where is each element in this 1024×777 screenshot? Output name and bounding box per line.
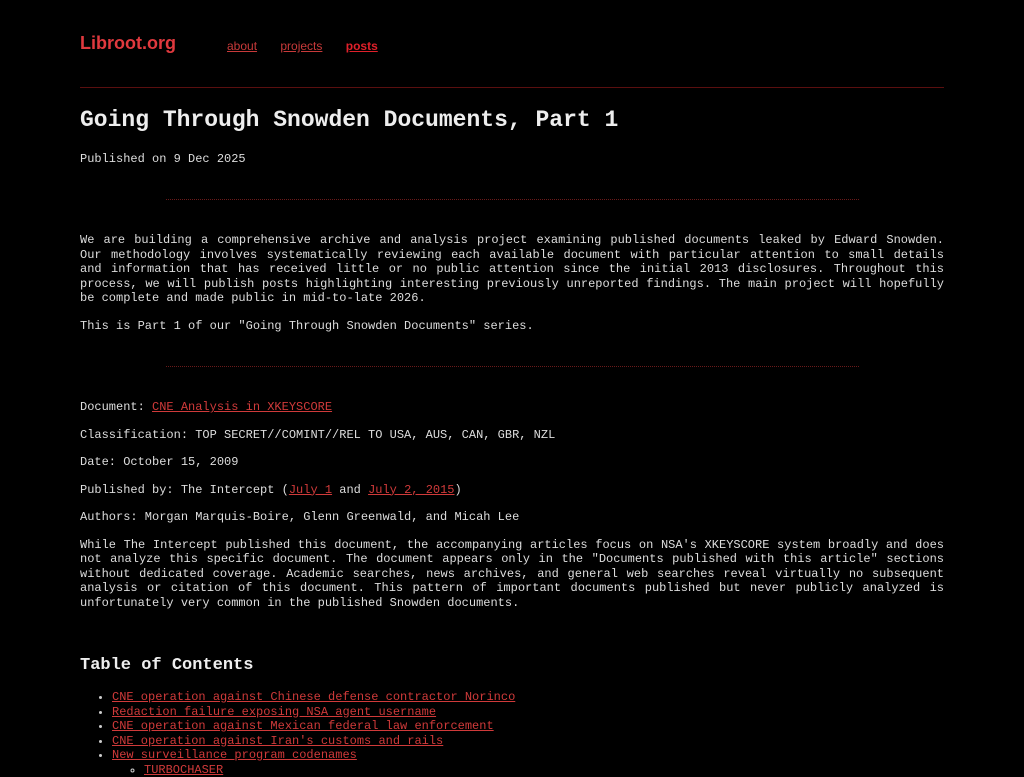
site-logo[interactable]: Libroot.org <box>80 33 176 54</box>
page <box>80 0 944 777</box>
and-text: and <box>332 483 368 497</box>
series-note: This is Part 1 of our "Going Through Snowden Documents" series. <box>80 319 944 334</box>
toc-link[interactable]: Redaction failure exposing NSA agent username <box>112 705 436 719</box>
toc-subitem <box>144 763 944 777</box>
toc-sublink[interactable]: TURBOCHASER <box>144 763 223 777</box>
toc-link[interactable]: New surveillance program codenames <box>112 748 357 762</box>
july1-link[interactable]: July 1 <box>289 483 332 497</box>
nav-about[interactable]: about <box>227 39 257 53</box>
document-label: Document: <box>80 400 152 414</box>
site-header <box>80 0 944 88</box>
toc-sublist <box>112 763 944 777</box>
divider <box>166 366 859 367</box>
toc-item <box>112 690 944 705</box>
page-title: Going Through Snowden Documents, Part 1 <box>80 106 944 134</box>
divider <box>166 199 859 200</box>
published-by-label: Published by: The Intercept ( <box>80 483 289 497</box>
document-link[interactable]: CNE Analysis in XKEYSCORE <box>152 400 332 414</box>
nav-projects[interactable]: projects <box>280 39 322 53</box>
publish-date: Published on 9 Dec 2025 <box>80 152 944 166</box>
published-by <box>80 483 944 498</box>
toc-link[interactable]: CNE operation against Mexican federal law enforcement <box>112 719 494 733</box>
toc-item <box>112 719 944 734</box>
classification: Classification: TOP SECRET//COMINT//REL TO USA, AUS, CAN, GBR, NZL <box>80 428 944 443</box>
toc-heading: Table of Contents <box>80 656 944 676</box>
doc-date: Date: October 15, 2009 <box>80 455 944 470</box>
toc-item <box>112 734 944 749</box>
analysis-note: While The Intercept published this document, the accompanying articles focus on NSA's XKEYSCORE system broadly and does not analyze this specific document. The document appears only in the "Documents published with this article" sections without dedicated coverage. Academic searches, news archives, and general web searches reveal virtually no subsequent analysis or citation of this document. This pattern of important documents published but never publicly analyzed is unfortunately very common in the published Snowden documents. <box>80 538 944 611</box>
paren: ) <box>455 483 462 497</box>
intro-paragraph: We are building a comprehensive archive and analysis project examining published documents leaked by Edward Snowden. Our methodology involves systematically reviewing each available document with particular attention to small details and information that has received little or no public attention since the initial 2013 disclosures. Throughout this process, we will publish posts highlighting interesting previously unreported findings. The main project will hopefully be complete and made public in mid-to-late 2026. <box>80 233 944 306</box>
document-line <box>80 400 944 415</box>
toc-link[interactable]: CNE operation against Iran's customs and rails <box>112 734 443 748</box>
toc-item <box>112 748 944 777</box>
main-nav <box>227 39 398 53</box>
nav-posts[interactable]: posts <box>346 39 378 53</box>
authors: Authors: Morgan Marquis-Boire, Glenn Greenwald, and Micah Lee <box>80 510 944 525</box>
july2-link[interactable]: July 2, 2015 <box>368 483 454 497</box>
toc-item <box>112 705 944 720</box>
toc-list <box>80 690 944 777</box>
toc-link[interactable]: CNE operation against Chinese defense contractor Norinco <box>112 690 515 704</box>
